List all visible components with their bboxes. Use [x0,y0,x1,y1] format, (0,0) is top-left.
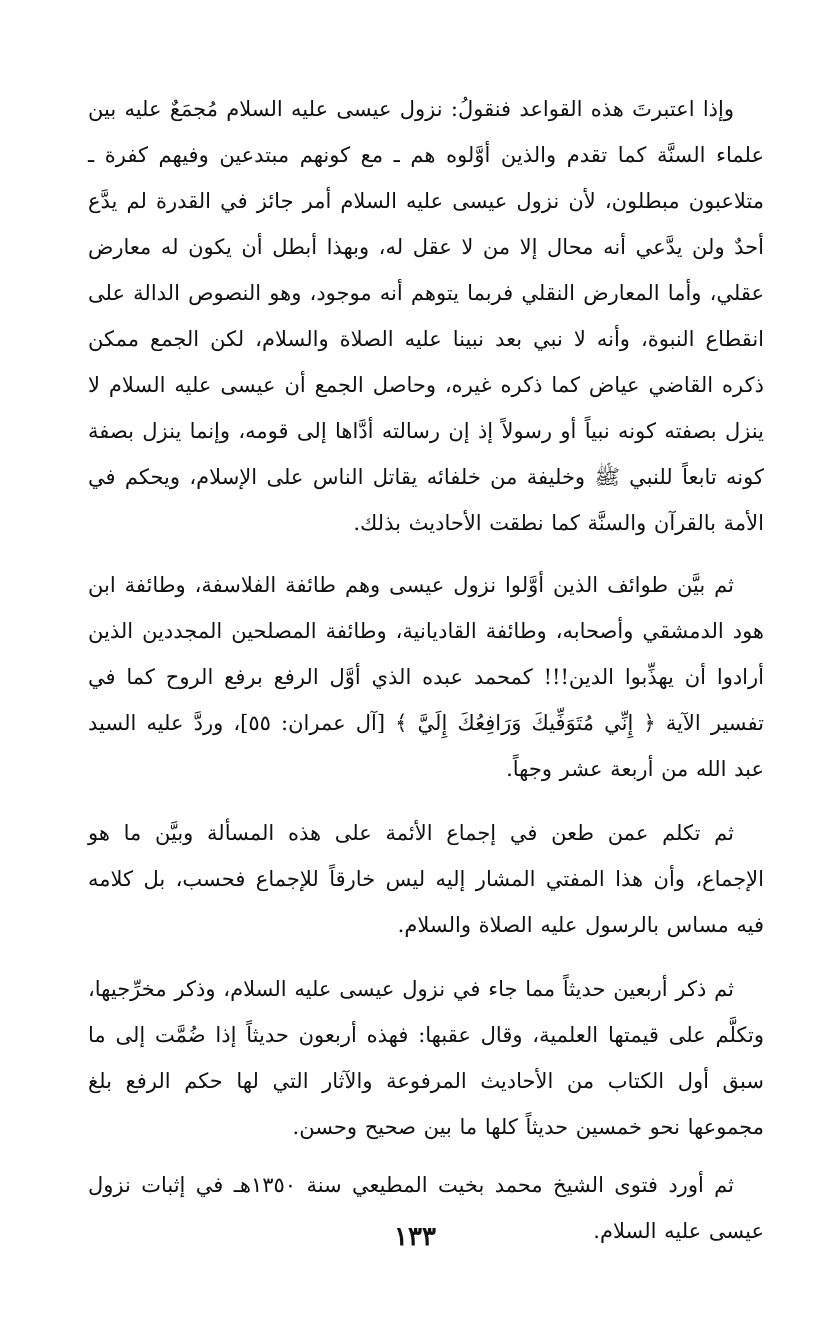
paragraph-interpreting-groups: ثم بيَّن طوائف الذين أوَّلوا نزول عيسى وهم طائفة الفلاسفة، وطائفة ابن هود الدمشقي وأصحابه، وطائفة القاديانية، وطائفة المصلحين المجددين الذين أرادوا أن يهذِّبوا الدين!!! كمحمد عبده الذي أوَّل الرفع برفع الروح كما في تفسير الآية ﴿ إِنِّي مُتَوَفِّيكَ وَرَافِعُكَ إِلَيَّ ﴾ [آل عمران: ٥٥]، وردَّ عليه السيد عبد الله من أربعة عشر وجهاً. [88,573,764,781]
page-number: ١٣٣ [394,1222,436,1252]
paragraph-fatwa-bakhit: ثم أورد فتوى الشيخ محمد بخيت المطيعي سنة ١٣٥٠هـ في إثبات نزول عيسى عليه السلام. [88,1173,764,1243]
paragraph-ijma-discussion: ثم تكلم عمن طعن في إجماع الأئمة على هذه المسألة وبيَّن ما هو الإجماع، وأن هذا المفتي المشار إليه ليس خارقاً للإجماع فحسب، بل كلامه فيه مساس بالرسول عليه الصلاة والسلام. [88,821,764,937]
paragraph-forty-hadiths: ثم ذكر أربعين حديثاً مما جاء في نزول عيسى عليه السلام، وذكر مخرِّجيها، وتكلَّم على قيمتها العلمية، وقال عقبها: فهذه أربعون حديثاً إذا ضُمَّت إلى ما سبق أول الكتاب من الأحاديث المرفوعة والآثار التي لها حكم الرفع بلغ مجموعها نحو خمسين حديثاً كلها ما بين صحيح وحسن. [88,977,764,1139]
book-page-body [88,86,764,1254]
paragraph-consensus-on-descent: وإذا اعتبرتَ هذه القواعد فنقولُ: نزول عيسى عليه السلام مُجمَعٌ عليه بين علماء السنَّة كما تقدم والذين أوَّلوه هم ـ مع كونهم مبتدعين وفيهم كفرة ـ متلاعبون مبطلون، لأن نزول عيسى عليه السلام أمر جائز في القدرة لم يدَّع أحدٌ ولن يدَّعي أنه محال إلا من لا عقل له، وبهذا أبطل أن يكون له معارض عقلي، وأما المعارض النقلي فربما يتوهم أنه موجود، وهو النصوص الدالة على انقطاع النبوة، وأنه لا نبي بعد نبينا عليه الصلاة والسلام، لكن الجمع ممكن ذكره القاضي عياض كما ذكره غيره، وحاصل الجمع أن عيسى عليه السلام لا ينزل بصفته كونه نبياً أو رسولاً إذ إن رسالته أدَّاها إلى قومه، وإنما ينزل بصفة كونه تابعاً للنبي ﷺ وخليفة من خلفائه يقاتل الناس على الإسلام، ويحكم في الأمة بالقرآن والسنَّة كما نطقت الأحاديث بذلك. [88,97,764,535]
